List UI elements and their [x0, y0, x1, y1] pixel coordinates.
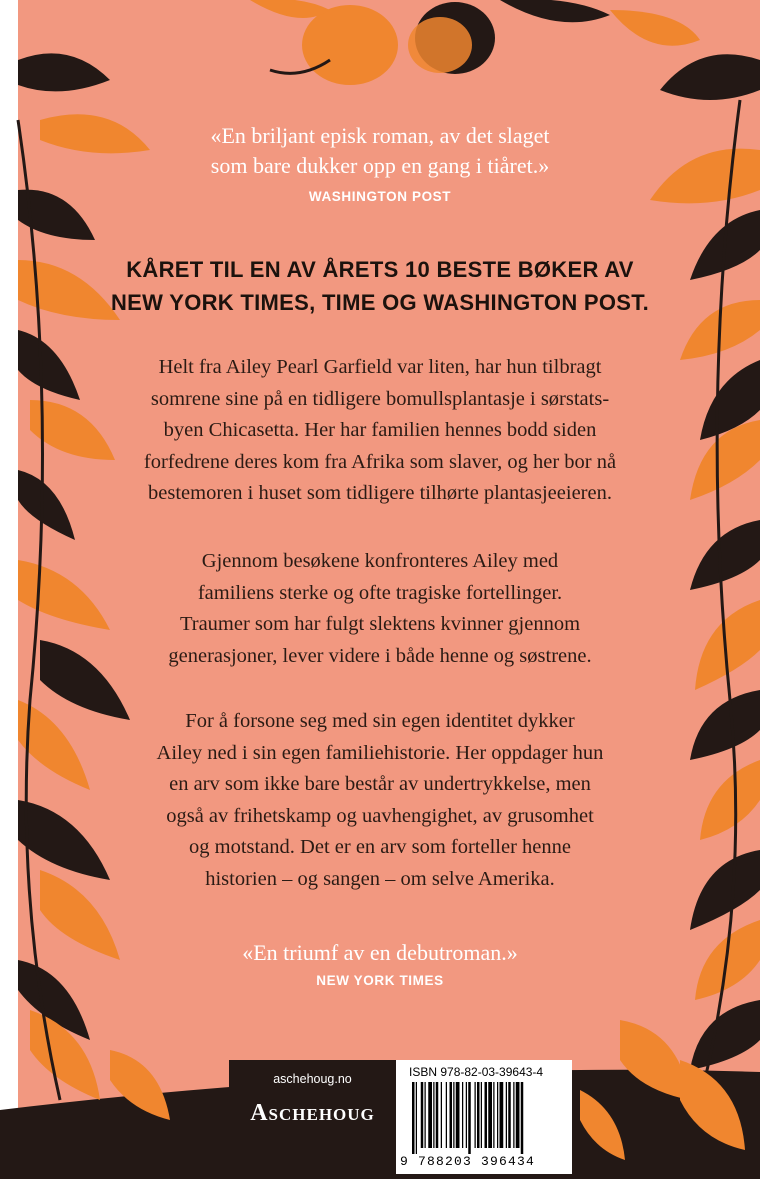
barcode-bar: [416, 1082, 417, 1154]
paragraph-line: Gjennom besøkene konfronteres Ailey med: [201, 550, 559, 572]
paragraph-line: og motstand. Det er en arv som forteller henne: [189, 836, 571, 858]
barcode-bar: [508, 1082, 511, 1148]
publisher-logo: Aschehoug: [250, 1100, 375, 1126]
barcode-bar: [506, 1082, 507, 1148]
headline-line: NEW YORK TIMES, TIME OG WASHINGTON POST.: [110, 290, 649, 315]
publisher-url: aschehoug.no: [273, 1072, 352, 1086]
bottom-quote-source: NEW YORK TIMES: [316, 973, 444, 988]
top-quote-text: [0, 121, 760, 181]
barcode-bar: [441, 1082, 442, 1148]
isbn-label: ISBN 978-82-03-39643-4: [409, 1065, 544, 1079]
ean-digits: 9 788203 396434: [400, 1154, 536, 1169]
barcode-bar: [468, 1082, 471, 1154]
barcode-bar: [493, 1082, 494, 1148]
barcode-bar: [428, 1082, 432, 1148]
barcode-bar: [425, 1082, 426, 1148]
paragraph-line: For å forsone seg med sin egen identitet dykker: [185, 710, 575, 732]
top-quote: [0, 121, 760, 204]
barcode-bar: [521, 1082, 524, 1154]
paragraph-line: historien – og sangen – om selve Amerika.: [205, 867, 555, 890]
top-quote-line: som bare dukker opp en gang i tiåret.»: [210, 153, 550, 178]
barcode-bar: [456, 1082, 460, 1148]
paragraph-2: [0, 546, 760, 672]
barcode-bar: [421, 1082, 424, 1148]
barcode-bar: [481, 1082, 482, 1148]
barcode-bar: [450, 1082, 453, 1148]
paragraph-line: byen Chicasetta. Her har familien hennes bodd siden: [163, 419, 597, 441]
paragraph-line: bestemoren i huset som tidligere tilhørte plantasjeeieren.: [148, 482, 612, 504]
paragraph-line: også av frihetskamp og uavhengighet, av grusomhet: [166, 804, 594, 827]
publisher-imprint: [229, 1060, 396, 1174]
barcode-panel: [396, 1060, 572, 1174]
barcode-bar: [466, 1082, 467, 1148]
barcode-bar: [436, 1082, 439, 1148]
paragraph-line: familiens sterke og ofte tragiske fortellinger.: [197, 581, 563, 604]
paragraph-1: [0, 352, 760, 510]
barcode-bar: [488, 1082, 492, 1148]
bottom-quote-line: «En triumf av en debutroman.»: [242, 940, 518, 965]
barcode-bar: [500, 1082, 504, 1148]
barcode-bar: [475, 1082, 476, 1148]
barcode-bar: [433, 1082, 434, 1148]
barcode-bar: [453, 1082, 454, 1148]
barcode-bar: [516, 1082, 520, 1148]
headline-line: KÅRET TIL EN AV ÅRETS 10 BESTE BØKER AV: [126, 257, 634, 282]
top-quote-line: «En briljant episk roman, av det slaget: [210, 123, 550, 148]
barcode-bar: [513, 1082, 514, 1148]
barcode-bar: [497, 1082, 498, 1148]
bottom-quote: [0, 938, 760, 988]
paragraph-line: generasjoner, lever videre i både henne og søstrene.: [168, 644, 592, 667]
paragraph-line: somrene sine på en tidligere bomullsplantasje i sørstats-: [150, 387, 610, 410]
barcode-bar: [477, 1082, 480, 1148]
barcode-bar: [485, 1082, 488, 1148]
barcode-bar: [412, 1082, 415, 1154]
bottom-quote-text: [0, 938, 760, 968]
top-leaves: [250, 0, 700, 85]
paragraph-line: Traumer som har fulgt slektens kvinner gjennom: [179, 613, 581, 635]
barcode-bar: [446, 1082, 447, 1148]
top-quote-source: WASHINGTON POST: [308, 189, 452, 204]
paragraph-line: en arv som ikke bare består av undertrykkelse, men: [169, 773, 591, 795]
paragraph-line: forfedrene deres kom fra Afrika som slaver, og her bor nå: [143, 450, 617, 473]
barcode-bar: [462, 1082, 463, 1148]
paragraph-3: [0, 706, 760, 895]
paragraph-line: Helt fra Ailey Pearl Garfield var liten, har hun tilbragt: [158, 356, 602, 378]
paragraph-line: Ailey ned i sin egen familiehistorie. Her oppdager hun: [156, 741, 604, 764]
headline: [0, 253, 760, 319]
